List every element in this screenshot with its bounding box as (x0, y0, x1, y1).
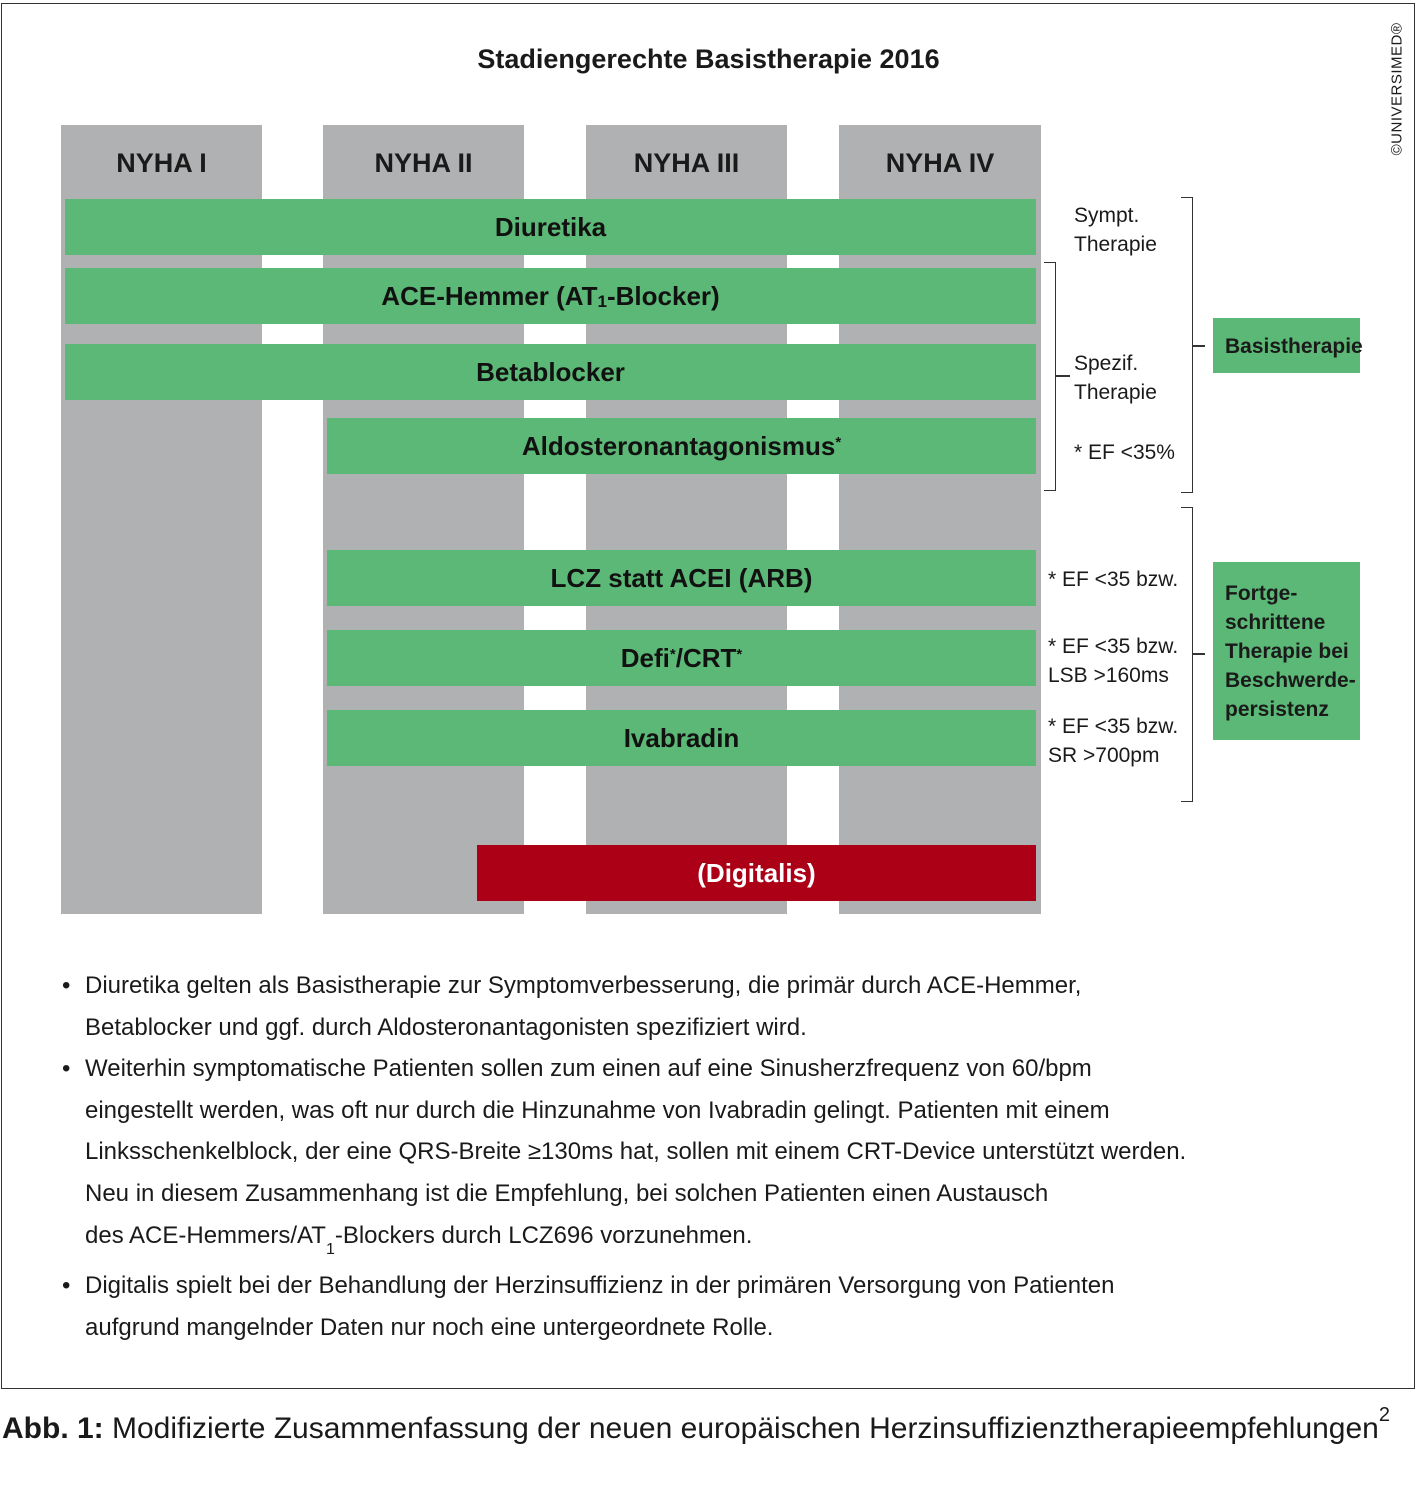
note-defi: * EF <35 bzw. LSB >160ms (1048, 635, 1179, 687)
bar-lcz: LCZ statt ACEI (ARB) (327, 550, 1036, 606)
bracket-basis-tick (1193, 345, 1205, 347)
list-item: • Digitalis spielt bei der Behandlung der Herzinsuffizienz in der primären Versorgung von Patienten aufgrund mangelnder Daten nur noch eine untergeordnete Rolle. (62, 1271, 1115, 1341)
list-item: • Diuretika gelten als Basistherapie zur Symptomverbesserung, die primär durch ACE-Hemmer, Betablocker und ggf. durch Aldosteronantagonisten spezifiziert wird. (62, 972, 1082, 1041)
group-basistherapie: Basistherapie (1213, 318, 1360, 373)
list-item: • Weiterhin symptomatische Patienten sollen zum einen auf eine Sinusherzfrequenz von 60/bpm eingestellt werden, was oft nur durch die Hinzunahme von Ivabradin gelingt. Patienten mit einem Linksschenkelblock, der eine QRS-Breite ≥130ms hat, sollen mit einem CRT-Device unterstützt werden. Neu in diesem Zusammenhang ist die Empfehlung, bei solchen Patienten einen Austausch des ACE-$Hemmers/AT_1$-Blockers durch LCZ696 vorzunehmen. (62, 1055, 1187, 1259)
bracket-spezif-therapie (1044, 262, 1056, 491)
group-fortgeschrittene-therapie: Fortge- schrittene Therapie bei Beschwerde- persistenz (1213, 562, 1360, 740)
bar-ace-hemmer: ACE-Hemmer (AT $_1$ -Blocker) (65, 268, 1036, 324)
bracket-fort-tick (1193, 653, 1205, 655)
note-spezif-therapie: Spezif. Therapie (1074, 352, 1157, 404)
copyright-notice: ©UNIVERSIMED® (1388, 22, 1406, 156)
note-ef-35: * EF <35% (1074, 441, 1175, 464)
note-ivabradin: * EF <35 bzw. SR >700pm (1048, 715, 1179, 767)
figure-caption: Abb. 1: Modifizierte Zusammenfassung der neuen europäischen Herzinsuffizienztherapieempfehlungen$^2$ (2, 1404, 1390, 1445)
bar-ivabradin: Ivabradin (327, 710, 1036, 766)
column-header-nyha-3: NYHA III (633, 148, 740, 178)
bar-digitalis: (Digitalis) (477, 845, 1036, 901)
note-sympt-therapie: Sympt. Therapie (1074, 204, 1157, 256)
bar-aldosteronantagonismus: Aldosteronantagonismus * (327, 418, 1036, 474)
column-header-nyha-2: NYHA II (374, 148, 473, 178)
bracket-spezif-tick (1056, 375, 1070, 377)
bar-betablocker: Betablocker (65, 344, 1036, 400)
note-lcz: * EF <35 bzw. (1048, 568, 1179, 591)
column-header-nyha-1: NYHA I (116, 148, 207, 178)
bullet-list (62, 965, 1362, 1348)
column-header-nyha-4: NYHA IV (885, 148, 995, 178)
bar-diuretika: Diuretika (65, 199, 1036, 255)
diagram-title: Stadiengerechte Basistherapie 2016 (477, 44, 940, 74)
bar-defi-crt: Defi * /CRT * (327, 630, 1036, 686)
bracket-basistherapie (1181, 197, 1193, 493)
bracket-fortgeschrittene (1181, 507, 1193, 802)
